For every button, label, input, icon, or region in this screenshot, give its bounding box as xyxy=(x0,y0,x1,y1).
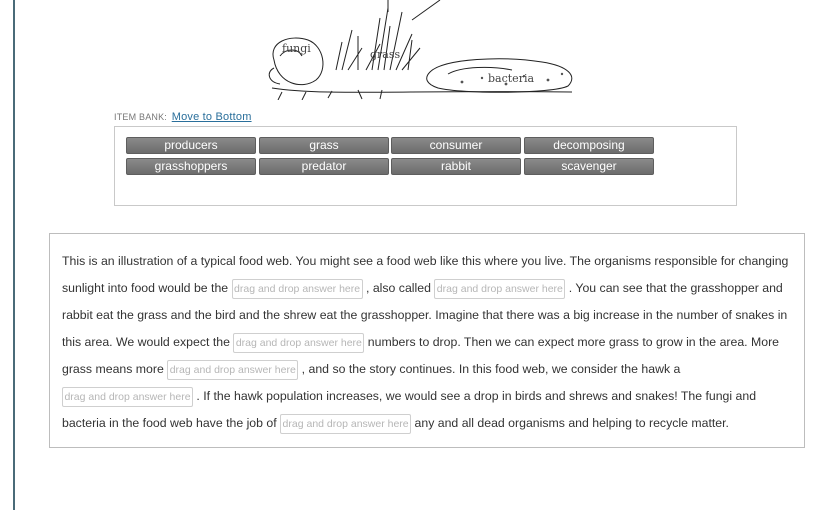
passage-segment: This is an illustration of a typical food web. You might see a food web like this where you live. The organisms responsible for changing sunlight into food would be the xyxy=(62,254,789,295)
move-to-bottom-link[interactable]: Move to Bottom xyxy=(171,111,252,123)
answer-chip[interactable]: producers xyxy=(126,137,256,154)
fungi-label: fungi xyxy=(282,42,311,55)
drop-zone-5[interactable]: drag and drop answer here xyxy=(62,387,193,407)
answer-chip[interactable]: predator xyxy=(259,158,389,175)
item-bank-header xyxy=(114,111,252,123)
drop-zone-3[interactable]: drag and drop answer here xyxy=(233,333,364,353)
drop-zone-2[interactable]: drag and drop answer here xyxy=(434,279,565,299)
passage-segment: . If the hawk population increases, we would see a drop in birds and shrews and snakes! The fungi and bacteria in the food web have the job of xyxy=(62,389,757,430)
passage-segment: numbers to drop. Then we can expect more grass to grow in the area. More grass means more xyxy=(62,335,780,376)
passage-box xyxy=(49,233,805,448)
item-bank-label: ITEM BANK: xyxy=(114,112,168,122)
item-bank xyxy=(114,126,737,206)
answer-chip[interactable]: consumer xyxy=(391,137,521,154)
drop-zone-1[interactable]: drag and drop answer here xyxy=(232,279,363,299)
passage-segment: any and all dead organisms and helping to recycle matter. xyxy=(414,416,729,430)
drop-zone-4[interactable]: drag and drop answer here xyxy=(167,360,298,380)
bacteria-label: bacteria xyxy=(488,72,535,85)
passage-segment: , and so the story continues. In this food web, we consider the hawk a xyxy=(301,362,681,376)
answer-chip[interactable]: rabbit xyxy=(391,158,521,175)
answer-chip[interactable]: grasshoppers xyxy=(126,158,256,175)
passage-segment: , also called xyxy=(365,281,431,295)
passage-text xyxy=(62,248,794,437)
answer-chip[interactable]: scavenger xyxy=(524,158,654,175)
grass-label: grass xyxy=(370,48,401,61)
answer-chip[interactable]: decomposing xyxy=(524,137,654,154)
drop-zone-6[interactable]: drag and drop answer here xyxy=(280,414,411,434)
left-border-rule xyxy=(13,0,15,510)
passage-segment: . You can see that the grasshopper and rabbit eat the grass and the bird and the shrew eat the grasshopper. Imagine that there was a big increase in the number of snakes in this area. We would expect the xyxy=(62,281,788,349)
answer-chip[interactable]: grass xyxy=(259,137,389,154)
food-web-illustration xyxy=(262,0,582,100)
